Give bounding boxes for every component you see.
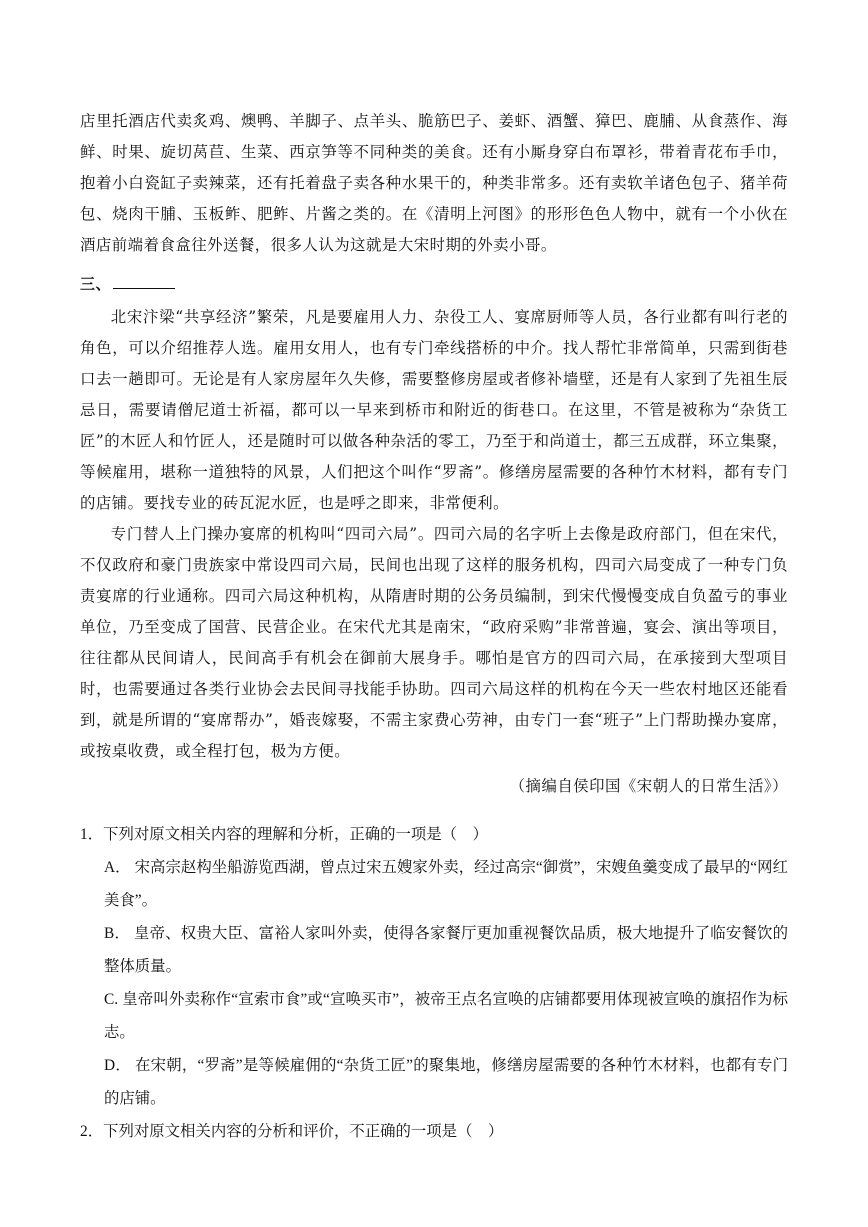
- section-heading: [80, 269, 788, 300]
- option-text: 皇帝叫外卖称作“宣索市食”或“宣唤买市”，被帝王点名宣唤的店铺都要用体现被宣唤的旗招作为标志。: [104, 991, 788, 1041]
- reading-passage: [80, 106, 788, 802]
- passage-paragraph-2: 北宋汴梁“共享经济”繁荣，凡是要雇用人力、杂役工人、宴席厨师等人员，各行业都有叫行老的角色，可以介绍推荐人选。雇用女用人，也有专门牵线搭桥的中介。找人帮忙非常简单，只需到街巷口去一趟即可。无论是有人家房屋年久失修，需要整修房屋或者修补墙壁，还是有人家到了先祖生辰忌日，需要请僧尼道士祈福，都可以一早来到桥市和附近的街巷口。在这里，不管是被称为“杂货工匠”的木匠人和竹匠人，还是随时可以做各种杂活的零工，乃至于和尚道士，都三五成群，环立集聚，等候雇用，堪称一道独特的风景，人们把这个叫作“罗斋”。修缮房屋需要的各种竹木材料，都有专门的店铺。要找专业的砖瓦泥水匠，也是呼之即来，非常便利。: [80, 308, 788, 512]
- title-blank-line: [113, 274, 175, 289]
- question-1-stem: 1．下列对原文相关内容的理解和分析，正确的一项是（ ）: [80, 826, 488, 843]
- option-letter: A．: [104, 859, 131, 876]
- question-1-option-b[interactable]: [104, 917, 788, 983]
- section-heading-label: 三、: [80, 276, 112, 293]
- question-1-option-c[interactable]: [104, 983, 788, 1049]
- option-letter: D．: [104, 1057, 131, 1074]
- question-1-option-a[interactable]: [104, 851, 788, 917]
- option-text: 皇帝、权贵大臣、富裕人家叫外卖，使得各家餐厅更加重视餐饮品质，极大地提升了临安餐饮的整体质量。: [104, 925, 788, 975]
- option-text: 宋高宗赵构坐船游览西湖，曾点过宋五嫂家外卖，经过高宗“御赏”，宋嫂鱼羹变成了最早的“网红美食”。: [104, 859, 788, 909]
- passage-paragraph-1-continued: 店里托酒店代卖炙鸡、燠鸭、羊脚子、点羊头、脆筋巴子、姜虾、酒蟹、獐巴、鹿脯、从食蒸作、海鲜、时果、旋切莴苣、生菜、西京笋等不同种类的美食。还有小厮身穿白布罩衫，带着青花布手巾，抱着小白瓷缸子卖辣菜，还有托着盘子卖各种水果干的，种类非常多。还有卖软羊诸色包子、猪羊荷包、烧肉干脯、玉板鲊、肥鲊、片酱之类的。在《清明上河图》的形形色色人物中，就有一个小伙在酒店前端着食盒往外送餐，很多人认为这就是大宋时期的外卖小哥。: [80, 112, 788, 254]
- question-1-option-d[interactable]: [104, 1049, 788, 1115]
- option-letter: C.: [104, 991, 119, 1008]
- passage-paragraph-3: 专门替人上门操办宴席的机构叫“四司六局”。四司六局的名字听上去像是政府部门，但在宋代，不仅政府和豪门贵族家中常设四司六局，民间也出现了这样的服务机构，四司六局变成了一种专门负责宴席的行业通称。四司六局这种机构，从隋唐时期的公务员编制，到宋代慢慢变成自负盈亏的事业单位，乃至变成了国营、民营企业。在宋代尤其是南宋，“政府采购”非常普遍，宴会、演出等项目，往往都从民间请人，民间高手有机会在御前大展身手。哪怕是官方的四司六局，在承接到大型项目时，也需要通过各类行业协会去民间寻找能手协助。四司六局这样的机构在今天一些农村地区还能看到，就是所谓的“宴席帮办”，婚丧嫁娶，不需主家费心劳神，由专门一套“班子”上门帮助操办宴席，或按桌收费，或全程打包，极为方便。: [80, 525, 788, 760]
- option-letter: B．: [104, 925, 131, 942]
- questions-section: [80, 818, 788, 1148]
- question-2-stem: 2．下列对原文相关内容的分析和评价，不正确的一项是（ ）: [80, 1123, 504, 1140]
- option-text: 在宋朝，“罗斋”是等候雇佣的“杂货工匠”的聚集地，修缮房屋需要的各种竹木材料，也都有专门的店铺。: [104, 1057, 788, 1107]
- source-citation: （摘编自侯印国《宋朝人的日常生活》）: [509, 777, 788, 795]
